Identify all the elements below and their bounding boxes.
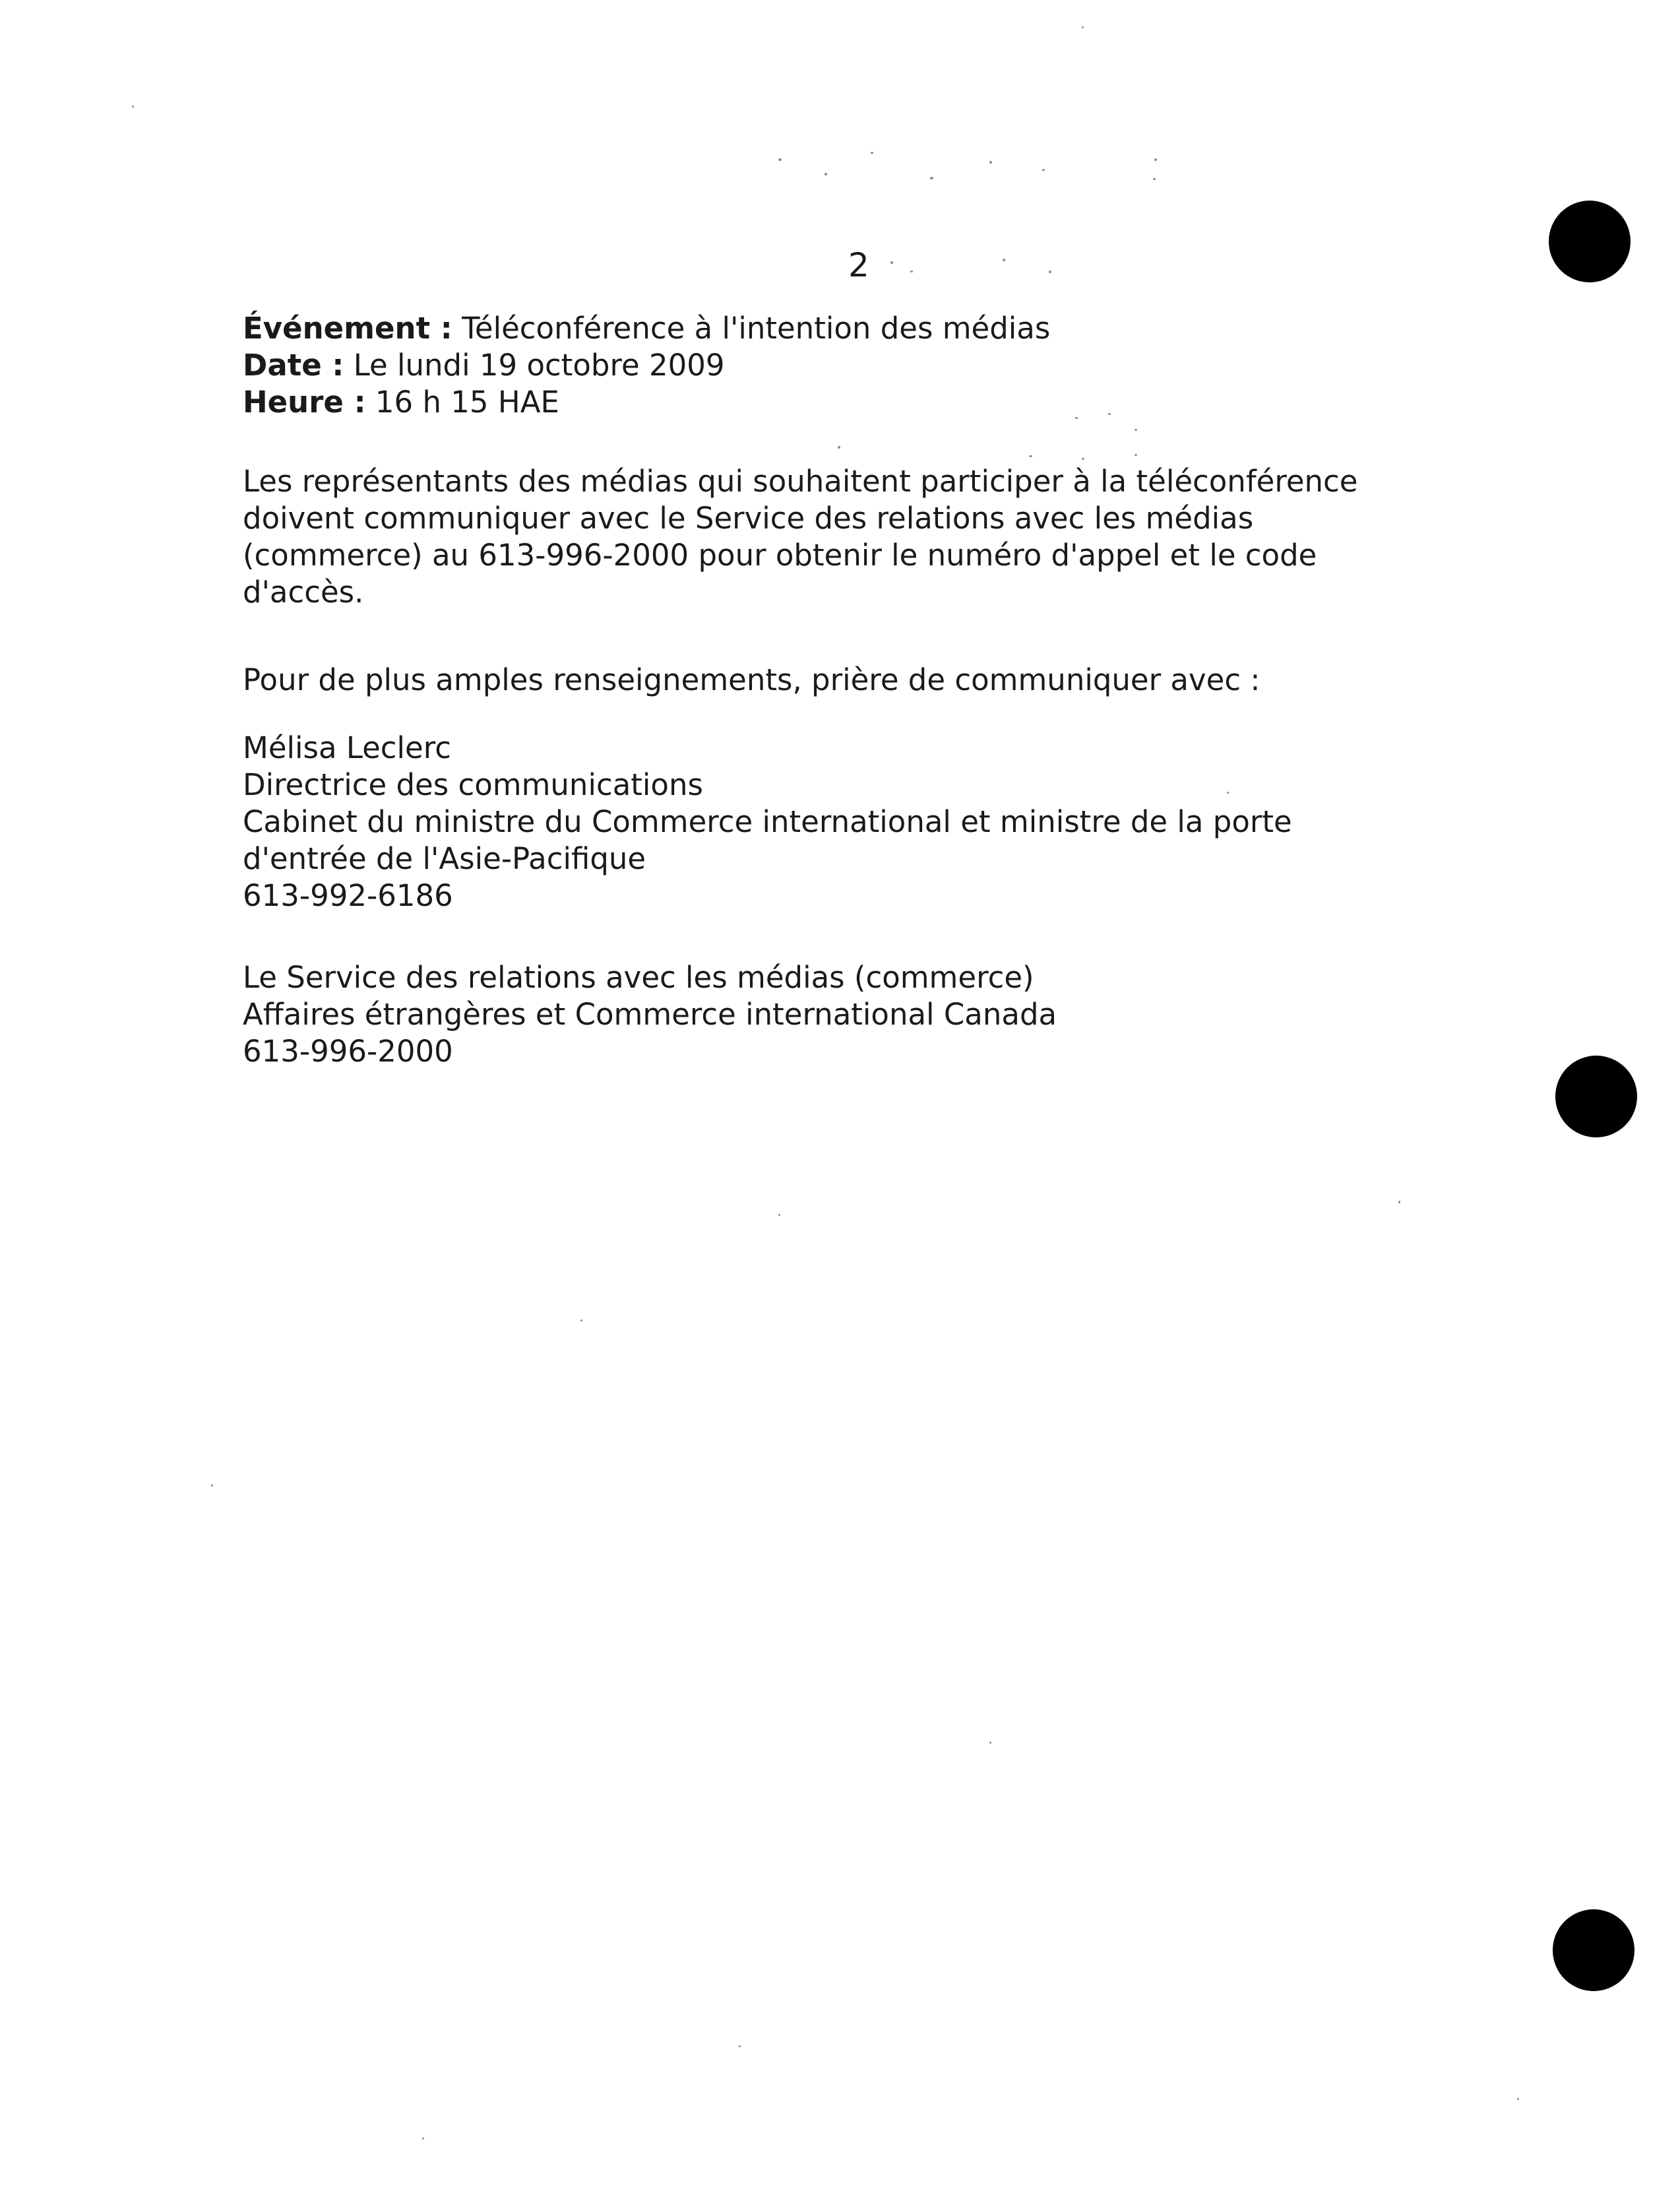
contact-title: Directrice des communications bbox=[243, 767, 703, 802]
scan-speck bbox=[580, 1319, 582, 1321]
scan-speck bbox=[422, 2138, 424, 2140]
event-details bbox=[243, 310, 1050, 421]
scan-speck bbox=[132, 106, 134, 108]
contact-leclerc bbox=[243, 730, 1292, 914]
paragraph-line: d'accès. bbox=[243, 575, 364, 610]
scan-speck bbox=[1082, 26, 1084, 28]
scan-speck bbox=[1517, 2098, 1519, 2100]
contact-department: Affaires étrangères et Commerce international Canada bbox=[243, 997, 1057, 1032]
scan-speck bbox=[1227, 792, 1229, 794]
punch-hole-middle bbox=[1555, 1056, 1637, 1137]
time-line bbox=[243, 384, 1050, 421]
contact-phone: 613-992-6186 bbox=[243, 878, 453, 913]
scan-speck bbox=[1108, 413, 1111, 415]
more-info-paragraph: Pour de plus amples renseignements, prière de communiquer avec : bbox=[243, 662, 1260, 697]
event-label: Événement : bbox=[243, 311, 452, 346]
date-label: Date : bbox=[243, 348, 344, 383]
scan-speck bbox=[778, 158, 782, 161]
contact-media-service bbox=[243, 959, 1057, 1070]
scan-speck bbox=[989, 161, 992, 164]
contact-phone: 613-996-2000 bbox=[243, 1034, 453, 1069]
media-instructions-paragraph bbox=[243, 463, 1358, 611]
scan-speck bbox=[930, 177, 933, 179]
scan-speck bbox=[1398, 1201, 1400, 1203]
scan-speck bbox=[838, 446, 840, 449]
scan-speck bbox=[778, 1214, 780, 1216]
scan-speck bbox=[739, 2045, 741, 2047]
scan-speck bbox=[1135, 429, 1137, 431]
scan-speck bbox=[1029, 455, 1032, 457]
scan-speck bbox=[890, 261, 893, 264]
contact-name: Mélisa Leclerc bbox=[243, 730, 451, 765]
scan-speck bbox=[211, 1484, 213, 1486]
scan-speck bbox=[1135, 454, 1137, 456]
event-value: Téléconférence à l'intention des médias bbox=[462, 311, 1051, 346]
contact-name: Le Service des relations avec les médias (commerce) bbox=[243, 960, 1034, 995]
punch-hole-bottom bbox=[1553, 1909, 1634, 1991]
time-value: 16 h 15 HAE bbox=[375, 385, 559, 420]
scan-speck bbox=[1154, 158, 1157, 161]
contact-office: d'entrée de l'Asie-Pacifique bbox=[243, 841, 646, 876]
scan-speck bbox=[871, 152, 873, 154]
scan-speck bbox=[1003, 259, 1005, 261]
punch-hole-top bbox=[1549, 201, 1631, 282]
paragraph-line: (commerce) au 613-996-2000 pour obtenir le numéro d'appel et le code bbox=[243, 538, 1317, 573]
scan-speck bbox=[1049, 270, 1051, 273]
contact-office: Cabinet du ministre du Commerce international et ministre de la porte bbox=[243, 804, 1292, 839]
paragraph-line: doivent communiquer avec le Service des relations avec les médias bbox=[243, 501, 1254, 536]
scan-speck bbox=[989, 1742, 991, 1744]
event-line bbox=[243, 310, 1050, 347]
time-label: Heure : bbox=[243, 385, 366, 420]
scan-speck bbox=[1082, 458, 1084, 460]
scan-speck bbox=[1075, 417, 1078, 419]
date-line bbox=[243, 347, 1050, 384]
scan-speck bbox=[1042, 169, 1045, 171]
date-value: Le lundi 19 octobre 2009 bbox=[353, 348, 725, 383]
scan-speck bbox=[1153, 178, 1156, 180]
scan-speck bbox=[910, 270, 913, 272]
scan-speck bbox=[824, 173, 827, 175]
paragraph-line: Les représentants des médias qui souhaitent participer à la téléconférence bbox=[243, 464, 1358, 499]
page-number: 2 bbox=[848, 246, 869, 284]
